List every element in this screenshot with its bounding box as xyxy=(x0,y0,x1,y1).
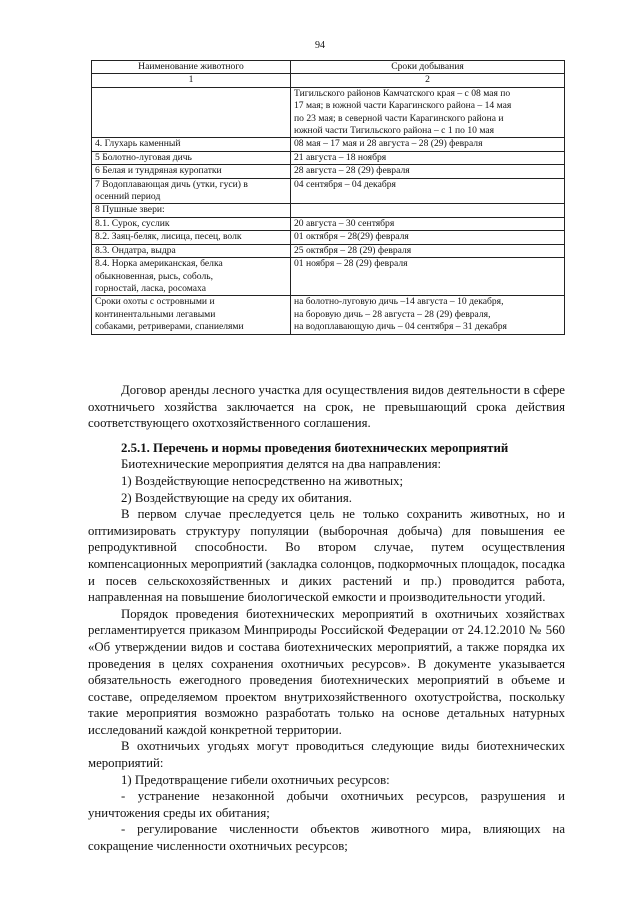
animal-cell xyxy=(92,151,291,164)
main-text xyxy=(88,382,565,855)
period-cell-line: по 23 мая; в северной части Карагинского района и xyxy=(294,112,504,124)
period-cell-line: южной части Тигильского района – с 1 по 10 мая xyxy=(294,125,495,137)
table-row xyxy=(92,258,565,296)
bullet-illegal-hunting: - устранение незаконной добычи охотничьих ресурсов, разрушения и уничтожения среды их обитания; xyxy=(88,789,565,820)
table-row xyxy=(92,151,565,164)
table-row xyxy=(92,244,565,257)
animal-cell-line xyxy=(95,88,287,100)
period-cell xyxy=(291,217,565,230)
period-cell-line: Тигильского районов Камчатского края – с 08 мая по xyxy=(294,87,511,99)
animal-cell xyxy=(92,296,291,334)
animal-cell-line: 8.2. Заяц-беляк, лисица, песец, волк xyxy=(95,231,242,243)
period-cell-line: 20 августа – 30 сентября xyxy=(294,217,395,229)
period-cell xyxy=(291,244,565,257)
table-row xyxy=(92,296,565,334)
period-cell-line: 25 октября – 28 (29) февраля xyxy=(294,244,412,256)
animal-cell xyxy=(92,231,291,244)
animal-cell-line: Сроки охоты с островными и xyxy=(95,296,215,308)
direction-item-1: 1) Воздействующие непосредственно на животных; xyxy=(121,473,404,488)
animal-cell-line: 8.4. Норка американская, белка xyxy=(95,258,223,270)
period-cell-line: на водоплавающую дичь – 04 сентября – 31 декабря xyxy=(294,321,507,333)
animal-cell-line: 4. Глухарь каменный xyxy=(95,138,181,150)
grounds-paragraph: В охотничьих угодьях могут проводиться следующие виды биотехнических мероприятий: xyxy=(88,739,565,771)
animal-cell-line: 7 Водоплавающая дичь (утки, гуси) в xyxy=(95,178,248,190)
period-cell-line: 01 октября – 28(29) февраля xyxy=(294,231,409,243)
column-number-2: 2 xyxy=(291,74,565,87)
table-row xyxy=(92,217,565,230)
animal-cell xyxy=(92,258,291,296)
period-cell xyxy=(291,204,565,217)
animal-cell xyxy=(92,217,291,230)
animal-cell-line: 8.1. Сурок, суслик xyxy=(95,217,170,229)
period-cell-line: 01 ноября – 28 (29) февраля xyxy=(294,258,408,270)
column-header-period: Сроки добывания xyxy=(291,61,565,74)
direction-item-2: 2) Воздействующие на среду их обитания. xyxy=(121,490,352,505)
period-cell-line: на болотно-луговую дичь –14 августа – 10 декабря, xyxy=(294,296,504,308)
period-cell-line xyxy=(294,204,561,216)
period-cell xyxy=(291,231,565,244)
period-cell-line: 04 сентября – 04 декабря xyxy=(294,178,396,190)
lease-paragraph: Договор аренды лесного участка для осуществления видов деятельности в сфере охотничьего хозяйства заключается на срок, не превышающий срока действия соответствующего охотхозяйственного соглашения. xyxy=(88,383,565,431)
animal-cell-line: 6 Белая и тундряная куропатки xyxy=(95,165,222,177)
period-cell-line: 08 мая – 17 мая и 28 августа – 28 (29) февраля xyxy=(294,138,483,150)
animal-cell-line: 8 Пушные звери: xyxy=(95,204,165,216)
period-cell xyxy=(291,165,565,178)
table-header-row xyxy=(92,61,565,74)
column-number-1: 1 xyxy=(92,74,291,87)
period-cell-line: на боровую дичь – 28 августа – 28 (29) февраля, xyxy=(294,308,491,320)
hunting-periods-table xyxy=(91,60,565,335)
table-row xyxy=(92,231,565,244)
period-cell xyxy=(291,151,565,164)
animal-cell xyxy=(92,165,291,178)
animal-cell-line: континентальными легавыми xyxy=(95,308,216,320)
animal-cell xyxy=(92,178,291,204)
intro-line: Биотехнические мероприятия делятся на два направления: xyxy=(121,457,442,472)
animal-cell-line: горностай, ласка, росомаха xyxy=(95,282,206,294)
table-row xyxy=(92,138,565,151)
animal-cell-line: 5 Болотно-луговая дичь xyxy=(95,151,192,163)
table-row xyxy=(92,204,565,217)
table-number-row xyxy=(92,74,565,87)
period-cell xyxy=(291,138,565,151)
page-number: 94 xyxy=(315,40,325,51)
table-row xyxy=(92,87,565,138)
animal-cell-line: осенний период xyxy=(95,191,161,203)
period-cell-line: 17 мая; в южной части Карагинского района – 14 мая xyxy=(294,100,512,112)
period-cell-line: 21 августа – 18 ноября xyxy=(294,151,387,163)
animal-cell-line: обыкновенная, рысь, соболь, xyxy=(95,270,214,282)
animal-cell-line: собаками, ретриверами, спаниелями xyxy=(95,321,244,333)
table-row xyxy=(92,165,565,178)
section-heading: 2.5.1. Перечень и нормы проведения биотехнических мероприятий xyxy=(121,440,509,455)
period-cell-line: 28 августа – 28 (29) февраля xyxy=(294,165,410,177)
period-cell xyxy=(291,178,565,204)
animal-cell xyxy=(92,204,291,217)
period-cell xyxy=(291,258,565,296)
period-cell xyxy=(291,87,565,138)
animal-cell xyxy=(92,87,291,138)
first-case-paragraph: В первом случае преследуется цель не только сохранить животных, но и оптимизировать структуру популяции (выборочная добыча) для повышения ее репродуктивной способности. Во втором случае, путем осуществления компенсационных мероприятий (закладка солонцов, подкормочных площадок, посадка и посев сельскохозяйственных и диких растений и пр.) проводится работа, направленная на повышение биологической емкости и производительности угодий. xyxy=(88,507,565,605)
period-cell xyxy=(291,296,565,334)
column-header-animal: Наименование животного xyxy=(92,61,291,74)
animal-cell-line: 8.3. Ондатра, выдра xyxy=(95,244,176,256)
bullet-population-regulation: - регулирование численности объектов животного мира, влияющих на сокращение численности охотничьих ресурсов; xyxy=(88,822,565,854)
order-paragraph: Порядок проведения биотехнических мероприятий в охотничьих хозяйствах регламентируется приказом Минприроды Российской Федерации от 24.12.2010 № 560 «Об утверждении видов и состава биотехнических мероприятий, а также порядка их проведения в целях сохранения охотничьих ресурсов». В документе указывается обязательность ежегодного проведения биотехнических мероприятий в объеме и составе, определяемом проектом внутрихозяйственного охотустройства, поскольку такие мероприятия возможно разработать только на основе детальных натурных исследований каждой конкретной территории. xyxy=(88,606,565,737)
table-row xyxy=(92,178,565,204)
animal-cell xyxy=(92,244,291,257)
prevent-item: 1) Предотвращение гибели охотничьих ресурсов: xyxy=(121,772,390,787)
animal-cell xyxy=(92,138,291,151)
